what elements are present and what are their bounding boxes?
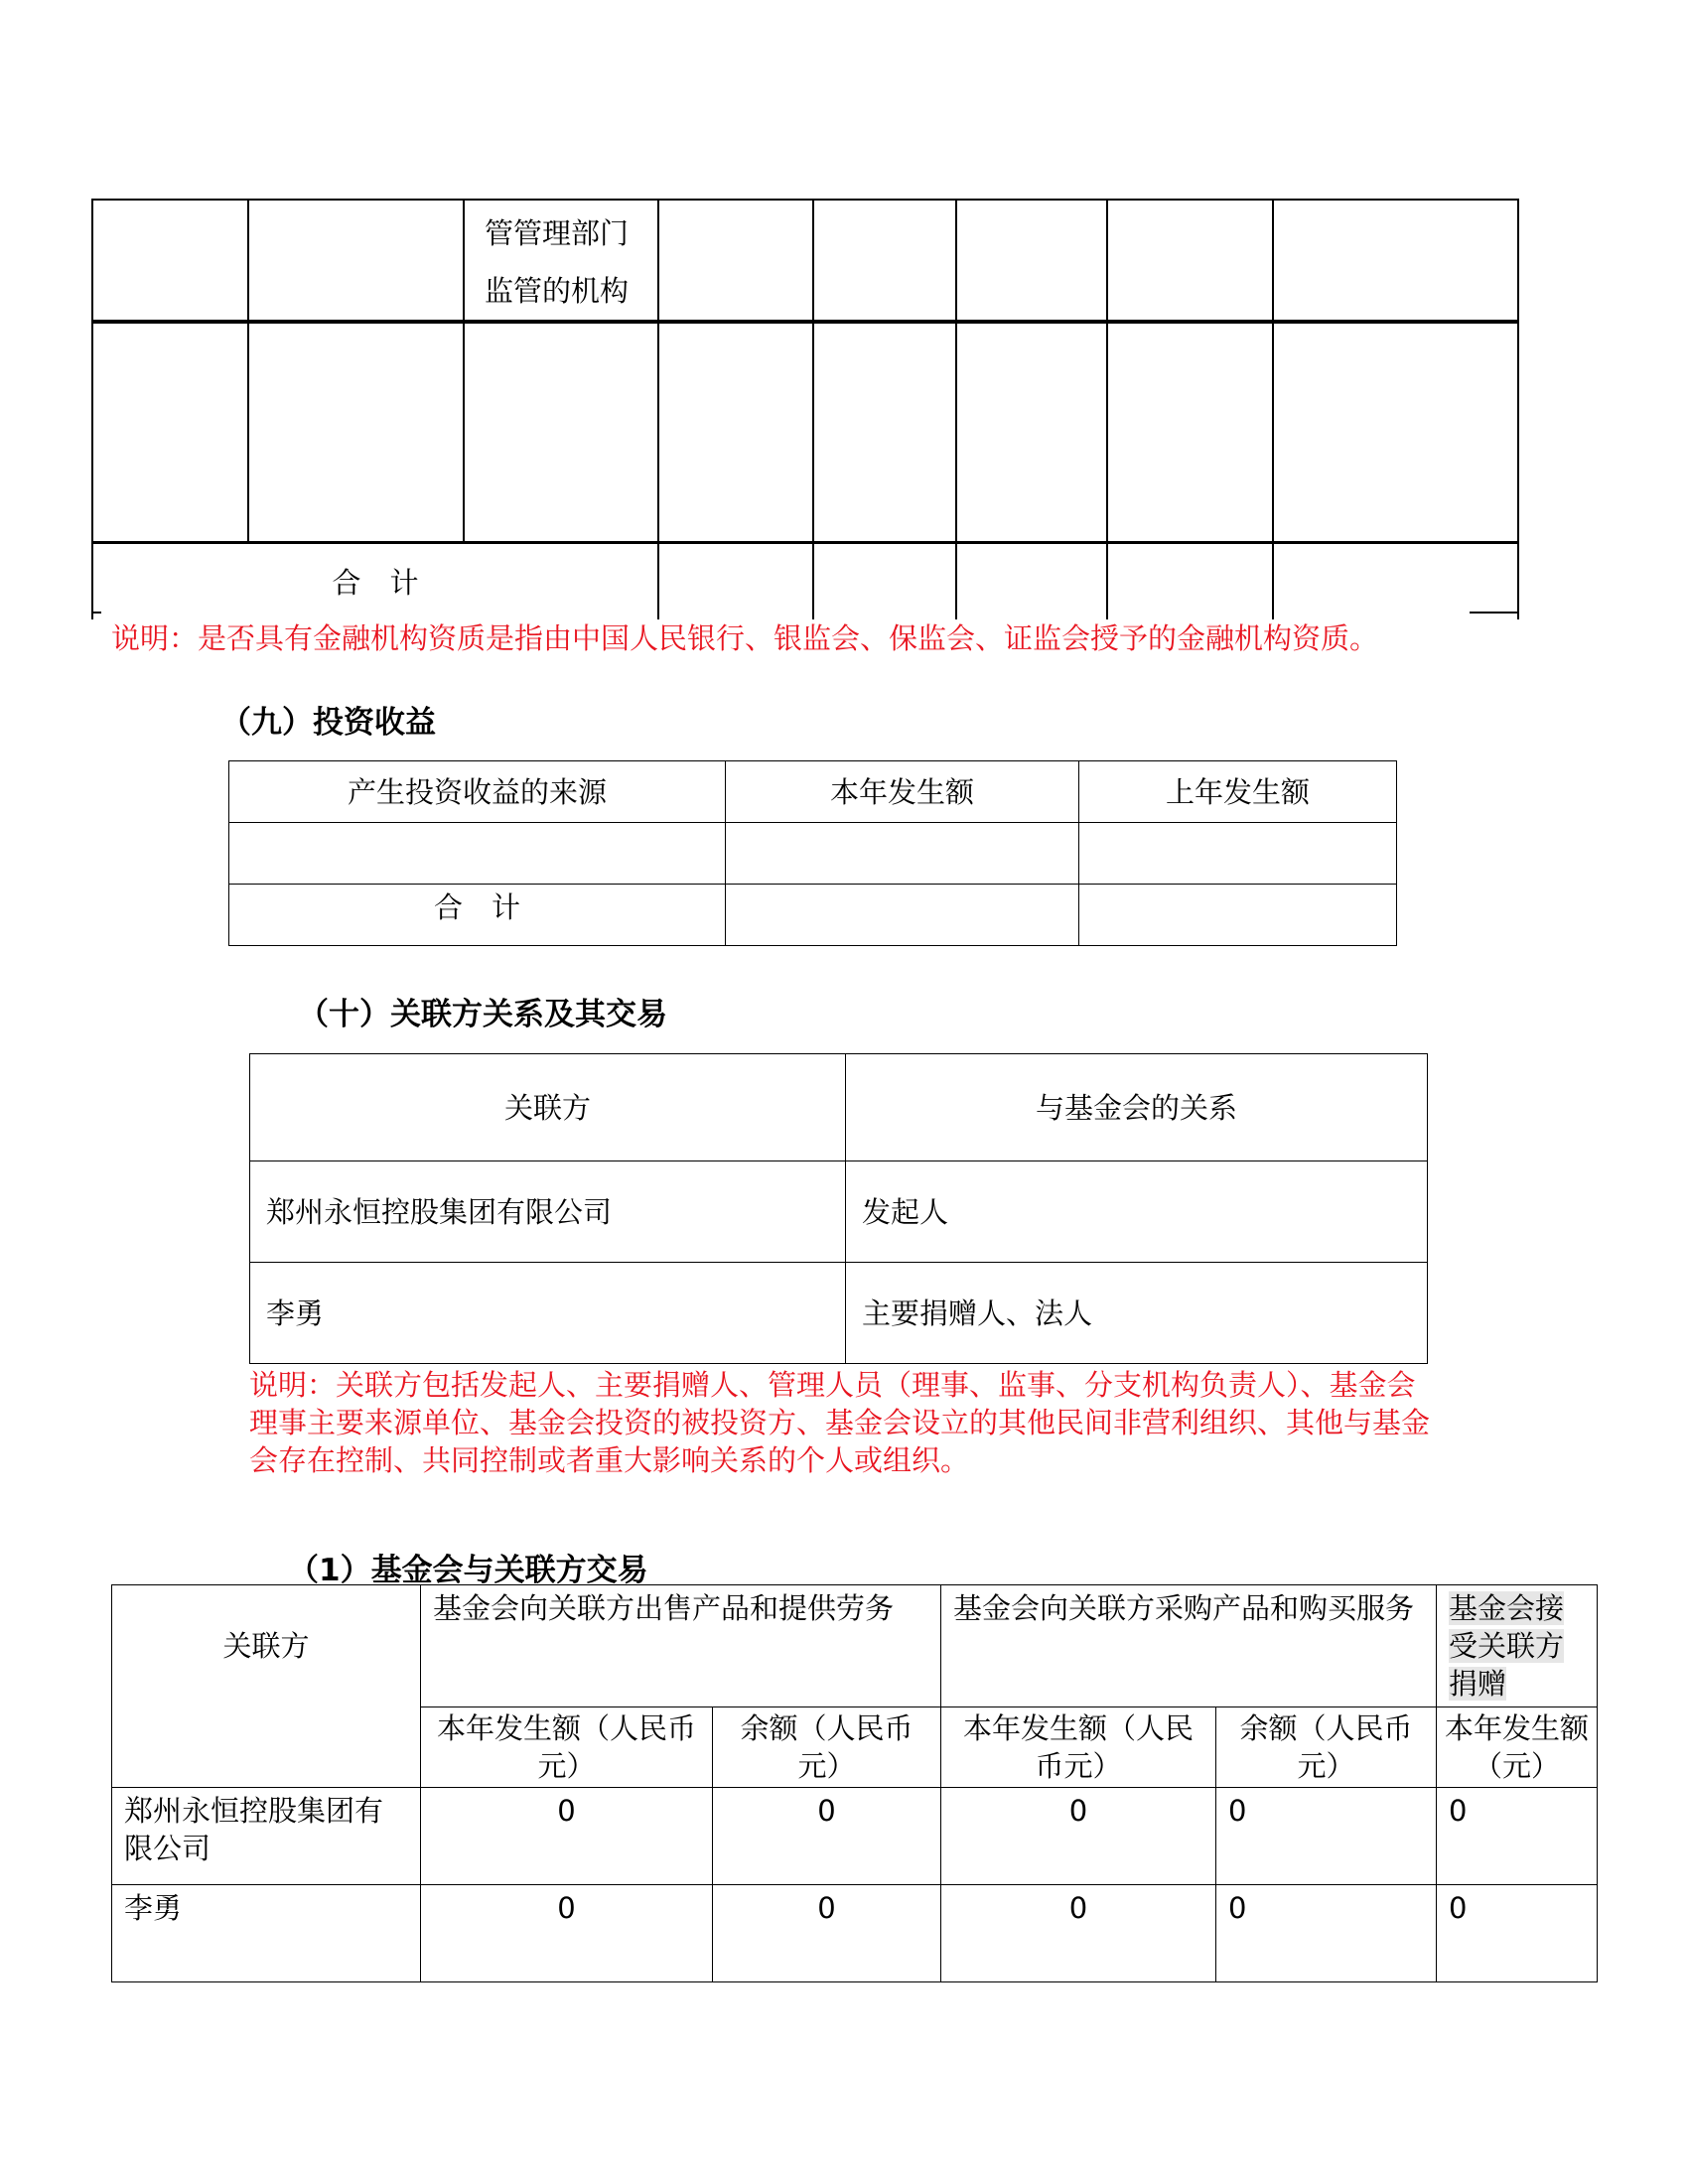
table-cell xyxy=(813,322,956,542)
subheader-donation-current: 本年发生额（元） xyxy=(1437,1707,1598,1788)
table-cell xyxy=(956,200,1107,322)
table-cell xyxy=(464,200,658,322)
table-cell xyxy=(726,885,1079,946)
table-cell xyxy=(813,542,956,619)
header-related-party: 关联方 xyxy=(250,1054,846,1161)
related-party-name: 李勇 xyxy=(112,1885,421,1982)
table-bottom-tick-right xyxy=(1470,612,1517,614)
header-source: 产生投资收益的来源 xyxy=(229,761,726,823)
table-cell xyxy=(956,322,1107,542)
related-party-table xyxy=(249,1053,1428,1364)
table-bottom-tick-left xyxy=(91,612,101,614)
table-cell xyxy=(1273,200,1518,322)
investment-income-table xyxy=(228,760,1397,946)
donation-current-value: 0 xyxy=(1437,1788,1598,1885)
buy-balance-value: 0 xyxy=(1216,1788,1437,1885)
header-donation-text: 基金会接受关联方捐赠 xyxy=(1449,1591,1565,1701)
total-label: 合 计 xyxy=(332,566,419,601)
header-donation-group xyxy=(1437,1585,1598,1707)
note-related-party: 说明：关联方包括发起人、主要捐赠人、管理人员（理事、监事、分支机构负责人）、基金会理事主要来源单位、基金会投资的被投资方、基金会设立的其他民间非营利组织、其他与基金会存在控制、共同控制或者重大影响关系的个人或组织。 xyxy=(249,1368,1431,1477)
section-10-title: （十）关联方关系及其交易 xyxy=(298,997,667,1032)
related-party-name: 郑州永恒控股集团有限公司 xyxy=(250,1161,846,1263)
sell-balance-value: 0 xyxy=(713,1788,941,1885)
table-cell xyxy=(1273,322,1518,542)
table-cell xyxy=(248,322,464,542)
continued-table xyxy=(91,199,1519,619)
table-cell xyxy=(92,322,248,542)
section-9-title: （九）投资收益 xyxy=(220,705,436,741)
header-buy-group: 基金会向关联方采购产品和购买服务 xyxy=(941,1585,1437,1707)
table-cell xyxy=(726,823,1079,885)
header-previous-year: 上年发生额 xyxy=(1079,761,1397,823)
sell-current-value: 0 xyxy=(421,1885,713,1982)
header-sell-group: 基金会向关联方出售产品和提供劳务 xyxy=(421,1585,941,1707)
table-cell xyxy=(229,823,726,885)
table-cell xyxy=(1107,542,1273,619)
header-relationship: 与基金会的关系 xyxy=(846,1054,1428,1161)
table-cell xyxy=(1107,322,1273,542)
related-party-name: 李勇 xyxy=(250,1263,846,1364)
table-cell xyxy=(1107,200,1273,322)
buy-current-value: 0 xyxy=(941,1885,1216,1982)
related-party-transactions-table xyxy=(111,1584,1598,1982)
table-cell xyxy=(658,322,813,542)
table-cell xyxy=(658,200,813,322)
table-cell xyxy=(813,200,956,322)
subheader-sell-balance: 余额（人民币元） xyxy=(713,1707,941,1788)
table-cell xyxy=(92,200,248,322)
buy-balance-value: 0 xyxy=(1216,1885,1437,1982)
subheader-sell-current: 本年发生额（人民币元） xyxy=(421,1707,713,1788)
section-10-1-title: （1）基金会与关联方交易 xyxy=(288,1553,648,1588)
subheader-buy-balance: 余额（人民币元） xyxy=(1216,1707,1437,1788)
table-cell xyxy=(464,322,658,542)
total-label: 合 计 xyxy=(229,885,726,946)
donation-current-value: 0 xyxy=(1437,1885,1598,1982)
table-cell xyxy=(1079,885,1397,946)
relationship: 主要捐赠人、法人 xyxy=(846,1263,1428,1364)
sell-balance-value: 0 xyxy=(713,1885,941,1982)
note-financial-qualification: 说明：是否具有金融机构资质是指由中国人民银行、银监会、保监会、证监会授予的金融机构资质。 xyxy=(111,621,1379,655)
table-cell xyxy=(1273,542,1518,619)
table-cell xyxy=(658,542,813,619)
table-cell xyxy=(956,542,1107,619)
relationship: 发起人 xyxy=(846,1161,1428,1263)
cell-text-line: 管管理部门 xyxy=(485,216,630,250)
table-cell xyxy=(1079,823,1397,885)
related-party-name: 郑州永恒控股集团有限公司 xyxy=(112,1788,421,1885)
header-related-party: 关联方 xyxy=(112,1585,421,1788)
total-label-cell xyxy=(92,542,658,619)
table-cell xyxy=(248,200,464,322)
sell-current-value: 0 xyxy=(421,1788,713,1885)
cell-text-line: 监管的机构 xyxy=(485,274,630,308)
buy-current-value: 0 xyxy=(941,1788,1216,1885)
subheader-buy-current: 本年发生额（人民币元） xyxy=(941,1707,1216,1788)
header-current-year: 本年发生额 xyxy=(726,761,1079,823)
